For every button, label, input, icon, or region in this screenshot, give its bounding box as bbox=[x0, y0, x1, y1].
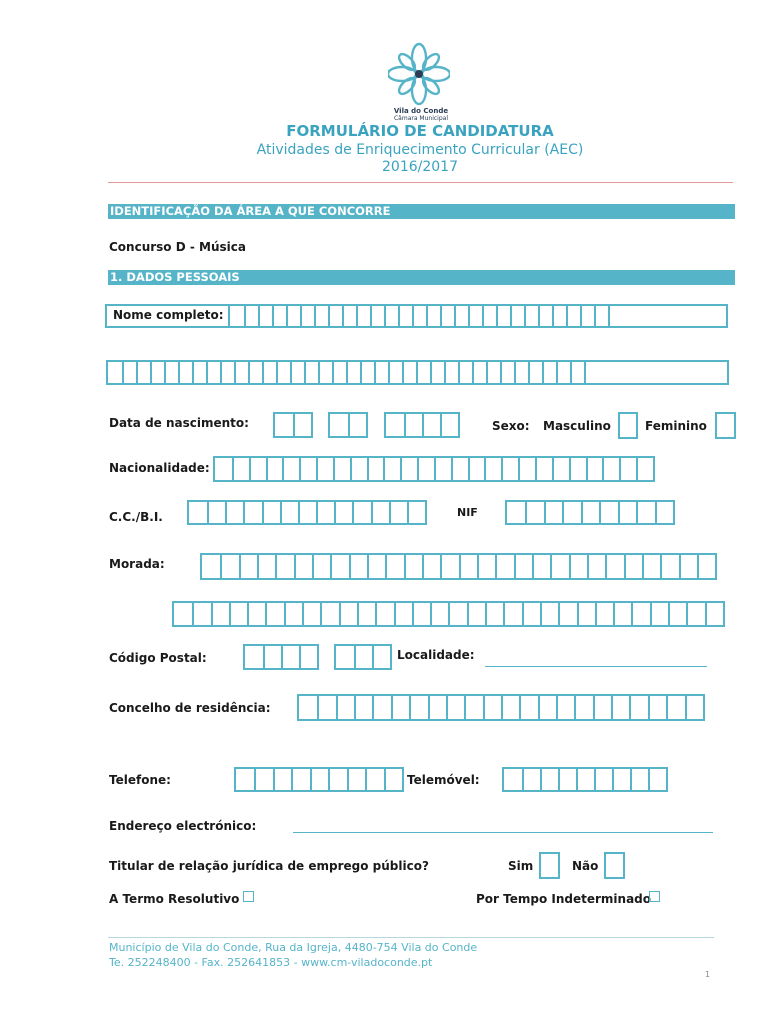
concurso-value: Concurso D - Música bbox=[109, 240, 246, 254]
footer-divider bbox=[108, 937, 714, 938]
codigo-postal-input-2[interactable] bbox=[334, 644, 392, 670]
form-year: 2016/2017 bbox=[382, 159, 458, 175]
nif-input[interactable] bbox=[505, 500, 675, 525]
nome-label: Nome completo: bbox=[113, 308, 224, 322]
codigo-postal-input-1[interactable] bbox=[243, 644, 319, 670]
municipality-logo-icon bbox=[388, 42, 450, 106]
concelho-input[interactable] bbox=[297, 694, 705, 721]
birth-day-input[interactable] bbox=[273, 412, 313, 438]
nao-label: Não bbox=[572, 859, 599, 873]
sexo-label: Sexo: bbox=[492, 419, 530, 433]
form-subtitle: Atividades de Enriquecimento Curricular (AEC) bbox=[256, 142, 584, 158]
form-title: FORMULÁRIO DE CANDIDATURA bbox=[286, 122, 554, 140]
cc-input[interactable] bbox=[187, 500, 427, 525]
email-label: Endereço electrónico: bbox=[109, 819, 257, 833]
morada-input-row2[interactable] bbox=[172, 601, 725, 627]
telefone-input[interactable] bbox=[234, 767, 404, 792]
telefone-label: Telefone: bbox=[109, 773, 171, 787]
codigo-postal-label: Código Postal: bbox=[109, 651, 207, 665]
telemovel-input[interactable] bbox=[502, 767, 668, 792]
morada-input-row1[interactable] bbox=[200, 553, 717, 580]
indeterminado-checkbox[interactable] bbox=[649, 891, 660, 902]
footer-address: Município de Vila do Conde, Rua da Igreja, 4480-754 Vila do Conde bbox=[109, 941, 478, 954]
email-input[interactable] bbox=[293, 832, 713, 833]
footer-contacts: Te. 252248400 - Fax. 252641853 - www.cm-viladoconde.pt bbox=[109, 956, 433, 969]
nao-checkbox[interactable] bbox=[604, 852, 625, 879]
indeterminado-label: Por Tempo Indeterminado bbox=[476, 892, 652, 906]
nascimento-label: Data de nascimento: bbox=[109, 416, 249, 430]
section-area-heading: IDENTIFICAÇÃO DA ÁREA A QUE CONCORRE bbox=[108, 204, 735, 219]
birth-month-input[interactable] bbox=[328, 412, 368, 438]
org-subname: Câmara Municipal bbox=[393, 115, 448, 122]
feminino-label: Feminino bbox=[645, 419, 707, 433]
localidade-input[interactable] bbox=[485, 666, 707, 667]
section-personal-heading: 1. DADOS PESSOAIS bbox=[108, 270, 735, 285]
page-number: 1 bbox=[705, 970, 711, 979]
sim-checkbox[interactable] bbox=[539, 852, 560, 879]
nacionalidade-input[interactable] bbox=[213, 456, 655, 482]
nacionalidade-label: Nacionalidade: bbox=[109, 461, 210, 475]
header-divider bbox=[108, 182, 733, 183]
titular-label: Titular de relação jurídica de emprego público? bbox=[109, 859, 429, 873]
masculino-label: Masculino bbox=[543, 419, 611, 433]
sim-label: Sim bbox=[508, 859, 534, 873]
nif-label: NIF bbox=[457, 506, 478, 519]
termo-label: A Termo Resolutivo bbox=[109, 892, 240, 906]
masculino-checkbox[interactable] bbox=[618, 412, 638, 439]
cc-label: C.C./B.I. bbox=[109, 510, 163, 524]
localidade-label: Localidade: bbox=[397, 648, 475, 662]
nome-input-row1[interactable] bbox=[230, 304, 728, 328]
org-name: Vila do Conde bbox=[393, 107, 449, 115]
concelho-label: Concelho de residência: bbox=[109, 701, 271, 715]
feminino-checkbox[interactable] bbox=[715, 412, 736, 439]
termo-checkbox[interactable] bbox=[243, 891, 254, 902]
telemovel-label: Telemóvel: bbox=[407, 773, 480, 787]
birth-year-input[interactable] bbox=[384, 412, 460, 438]
morada-label: Morada: bbox=[109, 557, 165, 571]
nome-input-row2[interactable] bbox=[106, 360, 729, 385]
